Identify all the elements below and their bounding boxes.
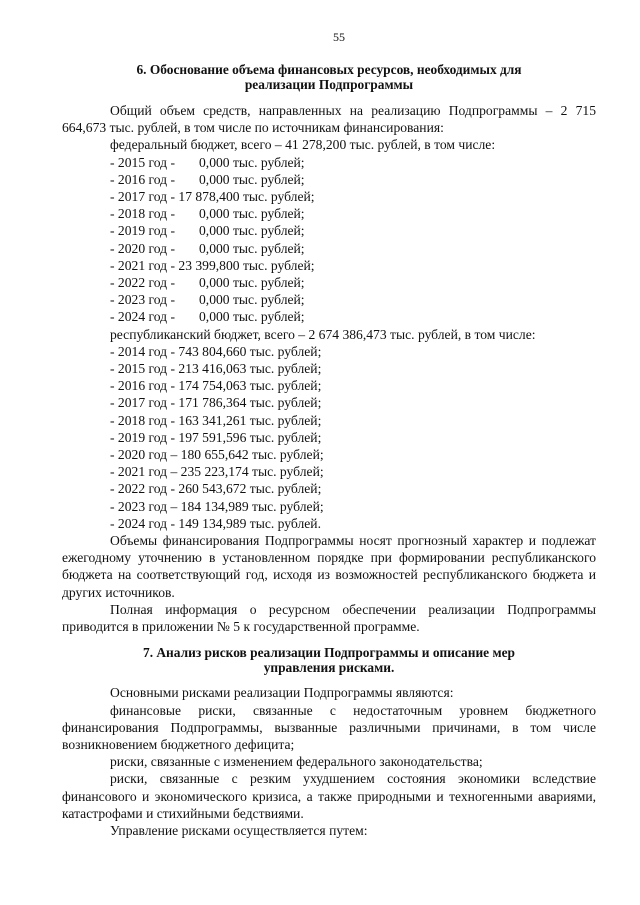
- document-page: [62, 30, 596, 839]
- federal-item: - 2015 год - 0,000 тыс. рублей;: [110, 154, 305, 170]
- federal-item: - 2022 год - 0,000 тыс. рублей;: [110, 275, 305, 291]
- federal-item: - 2024 год - 0,000 тыс. рублей;: [110, 309, 305, 325]
- main-risks-paragraph: Основными рисками реализации Подпрограммы являются:: [110, 685, 454, 701]
- federal-item: - 2018 год - 0,000 тыс. рублей;: [110, 206, 305, 222]
- section-7-heading-line-1: 7. Анализ рисков реализации Подпрограммы и описание мер: [143, 645, 515, 661]
- republic-item: - 2018 год - 163 341,261 тыс. рублей;: [110, 412, 322, 428]
- republic-item: - 2016 год - 174 754,063 тыс. рублей;: [110, 378, 322, 394]
- republic-item: - 2020 год – 180 655,642 тыс. рублей;: [110, 447, 324, 463]
- republic-item: - 2022 год - 260 543,672 тыс. рублей;: [110, 481, 322, 497]
- financial-risks-paragraph: финансовые риски, связанные с недостаточным уровнем бюджетного финансирования Подпрограммы, вызванные различными причинами, в том числе возникновением бюджетного дефицита;: [62, 702, 596, 752]
- legal-risks-paragraph: риски, связанные с изменением федерального законодательства;: [110, 754, 483, 770]
- republic-item: - 2014 год - 743 804,660 тыс. рублей;: [110, 343, 322, 359]
- republic-budget-list: [62, 343, 596, 532]
- republic-budget-header: республиканский бюджет, всего – 2 674 386,473 тыс. рублей, в том числе:: [110, 326, 536, 342]
- federal-item: - 2020 год - 0,000 тыс. рублей;: [110, 240, 305, 256]
- funding-intro: Общий объем средств, направленных на реализацию Подпрограммы – 2 715 664,673 тыс. рублей, в том числе по источникам финансирования:: [62, 103, 596, 136]
- page-number: 55: [333, 30, 345, 44]
- section-6-heading-line-2: реализации Подпрограммы: [244, 77, 414, 92]
- risk-management-paragraph: Управление рисками осуществляется путем:: [110, 822, 368, 838]
- republic-item: - 2017 год - 171 786,364 тыс. рублей;: [110, 395, 322, 411]
- republic-item: - 2021 год – 235 223,174 тыс. рублей;: [110, 464, 324, 480]
- section-6-heading: [62, 62, 596, 92]
- federal-item: - 2021 год - 23 399,800 тыс. рублей;: [110, 257, 315, 273]
- section-6-heading-line-1: 6. Обоснование объема финансовых ресурсов, необходимых для: [136, 62, 522, 77]
- republic-item: - 2015 год - 213 416,063 тыс. рублей;: [110, 361, 322, 377]
- section-7-heading: [62, 645, 596, 675]
- appendix-paragraph: Полная информация о ресурсном обеспечении реализации Подпрограммы приводится в приложении № 5 к государственной программе.: [62, 601, 596, 635]
- federal-item: - 2016 год - 0,000 тыс. рублей;: [110, 171, 305, 187]
- federal-item: - 2017 год - 17 878,400 тыс. рублей;: [110, 189, 315, 205]
- federal-item: - 2019 год - 0,000 тыс. рублей;: [110, 223, 305, 239]
- section-7-heading-line-2: управления рисками.: [263, 660, 395, 676]
- federal-budget-header: федеральный бюджет, всего – 41 278,200 тыс. рублей, в том числе:: [110, 137, 496, 153]
- republic-item: - 2024 год - 149 134,989 тыс. рублей.: [110, 515, 321, 531]
- federal-budget-list: [62, 154, 596, 326]
- forecast-paragraph: Объемы финансирования Подпрограммы носят прогнозный характер и подлежат ежегодному уточнению в установленном порядке при формировании республиканского бюджета на соответствующий год, исходя из возможностей республиканского бюджета и других источников.: [62, 533, 596, 600]
- federal-item: - 2023 год - 0,000 тыс. рублей;: [110, 292, 305, 308]
- republic-item: - 2023 год – 184 134,989 тыс. рублей;: [110, 498, 324, 514]
- economic-risks-paragraph: риски, связанные с резким ухудшением состояния экономики вследствие финансового и экономического кризиса, а также природными и техногенными авариями, катастрофами и стихийными бедствиями.: [62, 771, 596, 821]
- republic-item: - 2019 год - 197 591,596 тыс. рублей;: [110, 429, 322, 445]
